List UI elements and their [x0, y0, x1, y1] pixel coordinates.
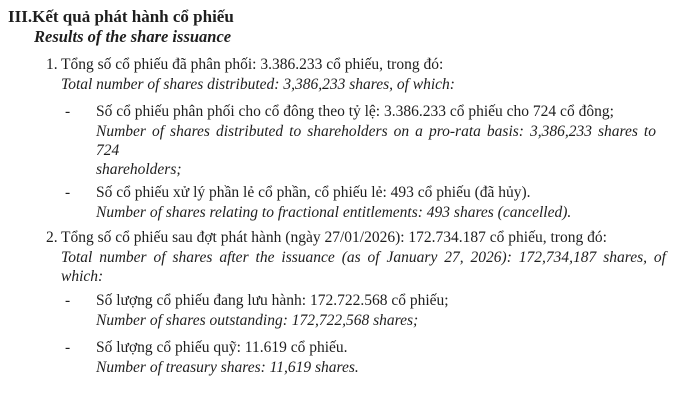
item-1-number: 1. — [46, 56, 58, 73]
sub-item-1b-text-en: Number of shares relating to fractional entitlements: 493 shares (cancelled). — [96, 204, 572, 221]
sub-item-1a-marker: - — [65, 103, 71, 120]
section-title-vi: Kết quả phát hành cổ phiếu — [32, 7, 234, 26]
sub-item-2b — [65, 338, 677, 377]
item-2-text-en-line2: which: — [61, 268, 104, 285]
section-heading — [8, 6, 677, 27]
item-2-number: 2. — [46, 229, 58, 246]
sub-item-1a-text-en-line2: shareholders; — [96, 161, 182, 178]
sub-item-2b-marker: - — [65, 339, 71, 356]
sub-item-2a-text-en: Number of shares outstanding: 172,722,568 shares; — [96, 312, 419, 329]
section-number: III. — [8, 7, 33, 26]
sub-item-1a-text-vi: Số cổ phiếu phân phối cho cổ đông theo tỷ lệ: 3.386.233 cổ phiếu cho 724 cổ đông; — [96, 103, 614, 120]
sub-item-1b-text-vi: Số cổ phiếu xử lý phần lẻ cổ phần, cổ phiếu lẻ: 493 cổ phiếu (đã hủy). — [96, 184, 531, 201]
sub-item-2a-marker: - — [65, 292, 71, 309]
item-2-text-vi: Tổng số cổ phiếu sau đợt phát hành (ngày 27/01/2026): 172.734.187 cổ phiếu, trong đó: — [61, 229, 607, 246]
list-item-1 — [46, 55, 677, 222]
sub-item-2b-text-en: Number of treasury shares: 11,619 shares. — [96, 359, 359, 376]
list-item-2 — [46, 228, 677, 377]
sub-item-1a-text-en-line1: Number of shares distributed to shareholders on a pro-rata basis: 3,386,233 shares to 724 — [96, 123, 656, 159]
sub-item-2a — [65, 291, 677, 330]
item-2-text-en-line1: Total number of shares after the issuance (as of January 27, 2026): 172,734,187 shares, of — [61, 249, 666, 266]
sub-item-1b — [65, 183, 677, 222]
item-1-text-vi: Tổng số cổ phiếu đã phân phối: 3.386.233 cổ phiếu, trong đó: — [61, 56, 444, 73]
sub-item-2a-text-vi: Số lượng cổ phiếu đang lưu hành: 172.722.568 cổ phiếu; — [96, 292, 449, 309]
sub-item-1a — [65, 102, 677, 179]
item-1-text-en: Total number of shares distributed: 3,386,233 shares, of which: — [61, 76, 455, 93]
sub-item-2b-text-vi: Số lượng cổ phiếu quỹ: 11.619 cổ phiếu. — [96, 339, 348, 356]
sub-item-1b-marker: - — [65, 184, 71, 201]
section-title-en: Results of the share issuance — [34, 27, 232, 46]
